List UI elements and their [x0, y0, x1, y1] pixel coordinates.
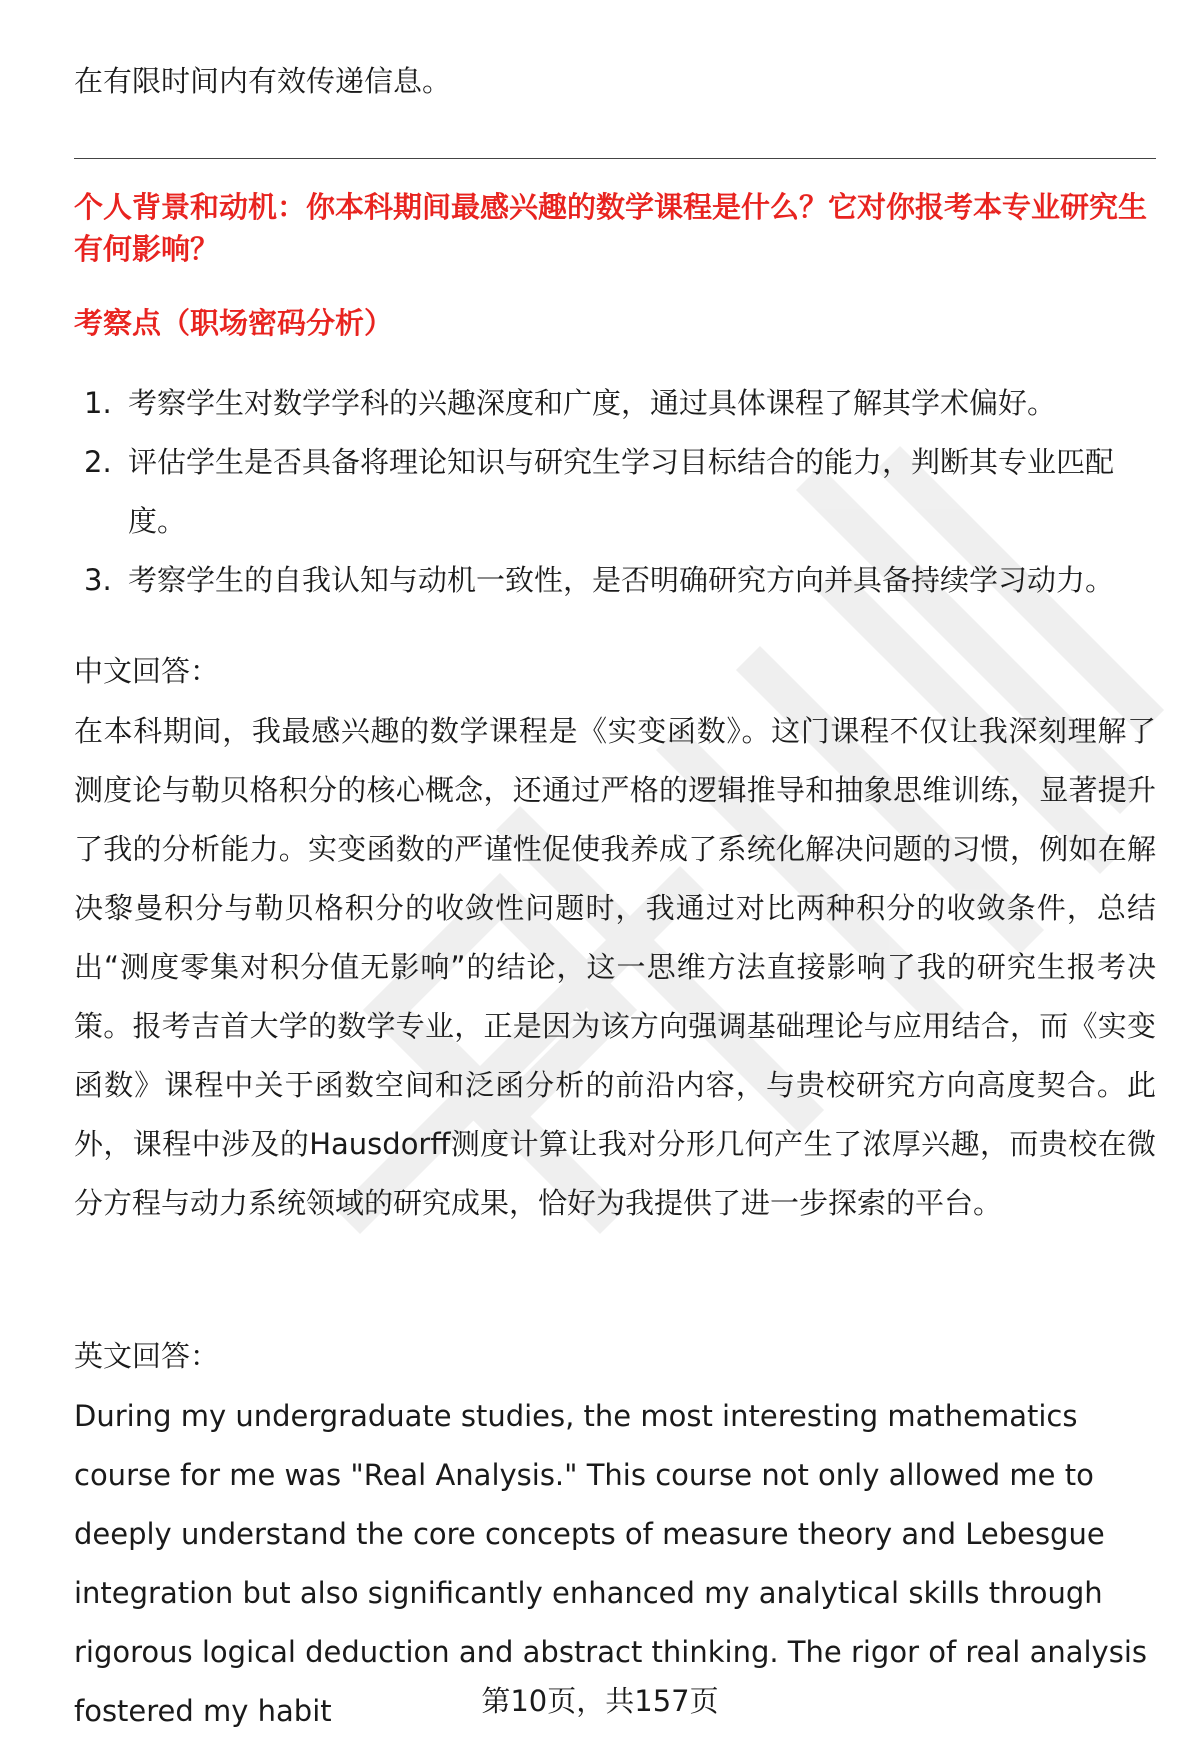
list-item [74, 551, 1156, 610]
list-item-text: 考察学生对数学学科的兴趣深度和广度，通过具体课程了解其学术偏好。 [128, 386, 1057, 420]
page-number: 第10页，共157页 [481, 1684, 719, 1718]
list-item [74, 433, 1156, 551]
english-answer-label: 英文回答： [74, 1339, 220, 1373]
assessment-points-heading: 考察点（职场密码分析） [74, 306, 394, 340]
list-item-number: 1. [84, 386, 112, 420]
english-answer-text: During my undergraduate studies, the most interesting mathematics course for me was "Real Analysis." This course not only allowed me to deeply understand the core concepts of measure theory and Lebesgue integration but also significantly enhanced my analytical skills through rigorous logical deduction and abstract thinking. The rigor of real analysis fostered my habit [74, 1399, 1147, 1728]
chinese-answer-text: 在本科期间，我最感兴趣的数学课程是《实变函数》。这门课程不仅让我深刻理解了测度论与勒贝格积分的核心概念，还通过严格的逻辑推导和抽象思维训练，显著提升了我的分析能力。实变函数的严谨性促使我养成了系统化解决问题的习惯，例如在解决黎曼积分与勒贝格积分的收敛性问题时，我通过对比两种积分的收敛条件，总结出“测度零集对积分值无影响”的结论，这一思维方法直接影响了我的研究生报考决策。报考吉首大学的数学专业，正是因为该方向强调基础理论与应用结合，而《实变函数》课程中关于函数空间和泛函分析的前沿内容，与贵校研究方向高度契合。此外，课程中涉及的Hausdorff测度计算让我对分形几何产生了浓厚兴趣，而贵校在微分方程与动力系统领域的研究成果，恰好为我提供了进一步探索的平台。 [74, 714, 1156, 1220]
list-item-text: 评估学生是否具备将理论知识与研究生学习目标结合的能力，判断其专业匹配度。 [128, 445, 1115, 538]
section-divider [74, 158, 1156, 159]
list-item-number: 3. [84, 563, 112, 597]
assessment-points-list [74, 374, 1156, 610]
list-item-text: 考察学生的自我认知与动机一致性，是否明确研究方向并具备持续学习动力。 [128, 563, 1115, 597]
list-item-number: 2. [84, 445, 112, 479]
continued-text: 在有限时间内有效传递信息。 [74, 64, 452, 98]
list-item [74, 374, 1156, 433]
chinese-answer-label: 中文回答： [74, 654, 220, 688]
question-heading: 个人背景和动机：你本科期间最感兴趣的数学课程是什么？它对你报考本专业研究生有何影响？ [74, 190, 1148, 266]
